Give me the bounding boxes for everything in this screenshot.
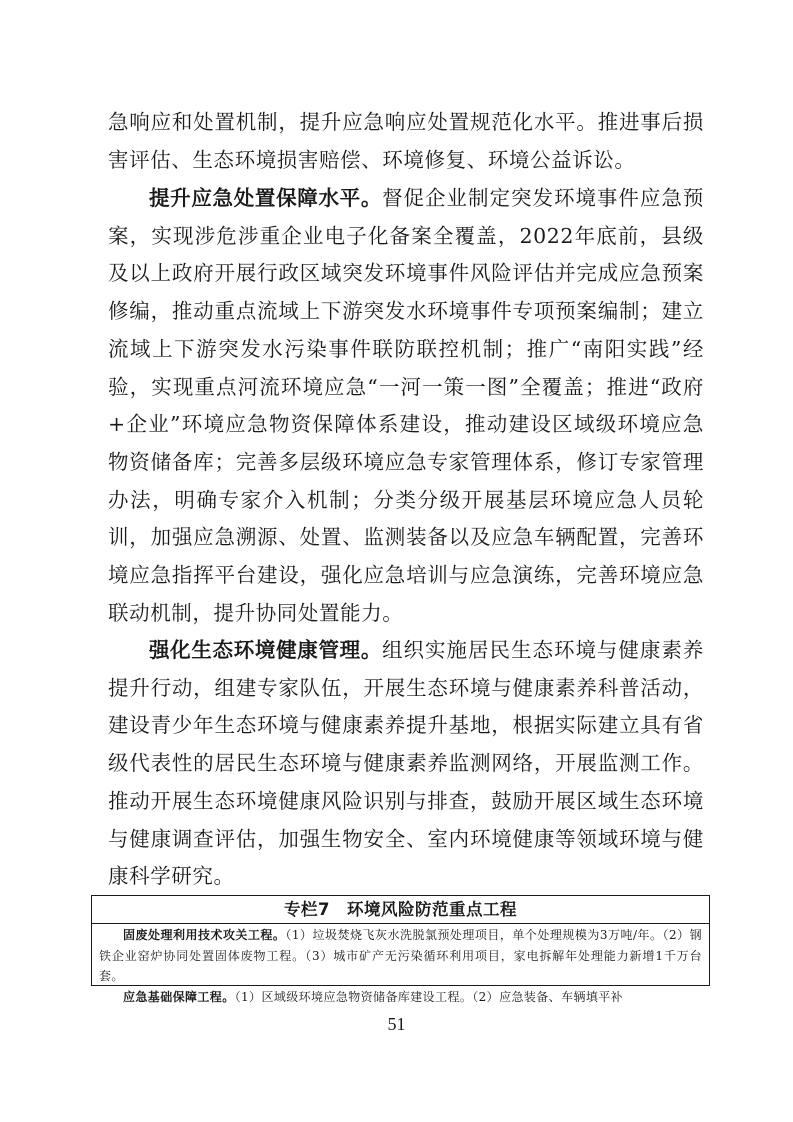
- page-number: 51: [387, 1014, 406, 1034]
- column-box-item-text: （1）区域级环境应急物资储备库建设工程。（2）应急装备、车辆填平补: [234, 989, 624, 1004]
- column-box-item-lead: 应急基础保障工程。: [123, 989, 235, 1004]
- paragraph-emergency-response: [108, 104, 704, 179]
- paragraph-text: 组织实施居民生态环境与健康素养提升行动，组建专家队伍，开展生态环境与健康素养科普活动，建设青少年生态环境与健康素养提升基地，根据实际建立具有省级代表性的居民生态环境与健康素养监测网络，开展监测工作。推动开展生态环境健康风险识别与排查，鼓励开展区域生态环境与健康调查评估，加强生物安全、室内环境健康等领域环境与健康科学研究。: [108, 638, 704, 889]
- paragraph-text: 急响应和处置机制，提升应急响应处置规范化水平。推进事后损害评估、生态环境损害赔偿、环境修复、环境公益诉讼。: [108, 110, 704, 172]
- paragraph-lead: 提升应急处置保障水平。: [149, 186, 383, 210]
- paragraph-lead: 强化生态环境健康管理。: [149, 638, 383, 662]
- column-box-item: [99, 987, 702, 1008]
- column-box: [91, 895, 710, 1004]
- paragraph-text: 督促企业制定突发环境事件应急预案，实现涉危涉重企业电子化备案全覆盖，2022年底前，县级及以上政府开展行政区域突发环境事件风险评估并完成应急预案修编，推动重点流域上下游突发水环境事件专项预案编制；建立流域上下游突发水污染事件联防联控机制；推广“南阳实践”经验，实现重点河流环境应急“一河一策一图”全覆盖；推进“政府+企业”环境应急物资保障体系建设，推动建设区域级环境应急物资储备库；完善多层级环境应急专家管理体系，修订专家管理办法，明确专家介入机制；分类分级开展基层环境应急人员轮训，加强应急溯源、处置、监测装备以及应急车辆配置，完善环境应急指挥平台建设，强化应急培训与应急演练，完善环境应急联动机制，提升协同处置能力。: [108, 186, 704, 625]
- column-box-item: [99, 925, 702, 987]
- paragraph-health-management: [108, 632, 704, 896]
- column-box-item-lead: 固废处理利用技术攻关工程。: [123, 928, 286, 942]
- column-box-item-text: （1）垃圾焚烧飞灰水洗脱氯预处理项目，单个处理规模为3万吨/年。（2）钢铁企业窑炉协同处置固体废物工程。（3）城市矿产无污染循环利用项目，家电拆解年处理能力新增1千万台套。: [99, 928, 702, 984]
- column-box-title: 专栏7 环境风险防范重点工程: [92, 896, 709, 924]
- paragraph-emergency-support: [108, 180, 704, 632]
- column-box-body: [92, 924, 709, 1007]
